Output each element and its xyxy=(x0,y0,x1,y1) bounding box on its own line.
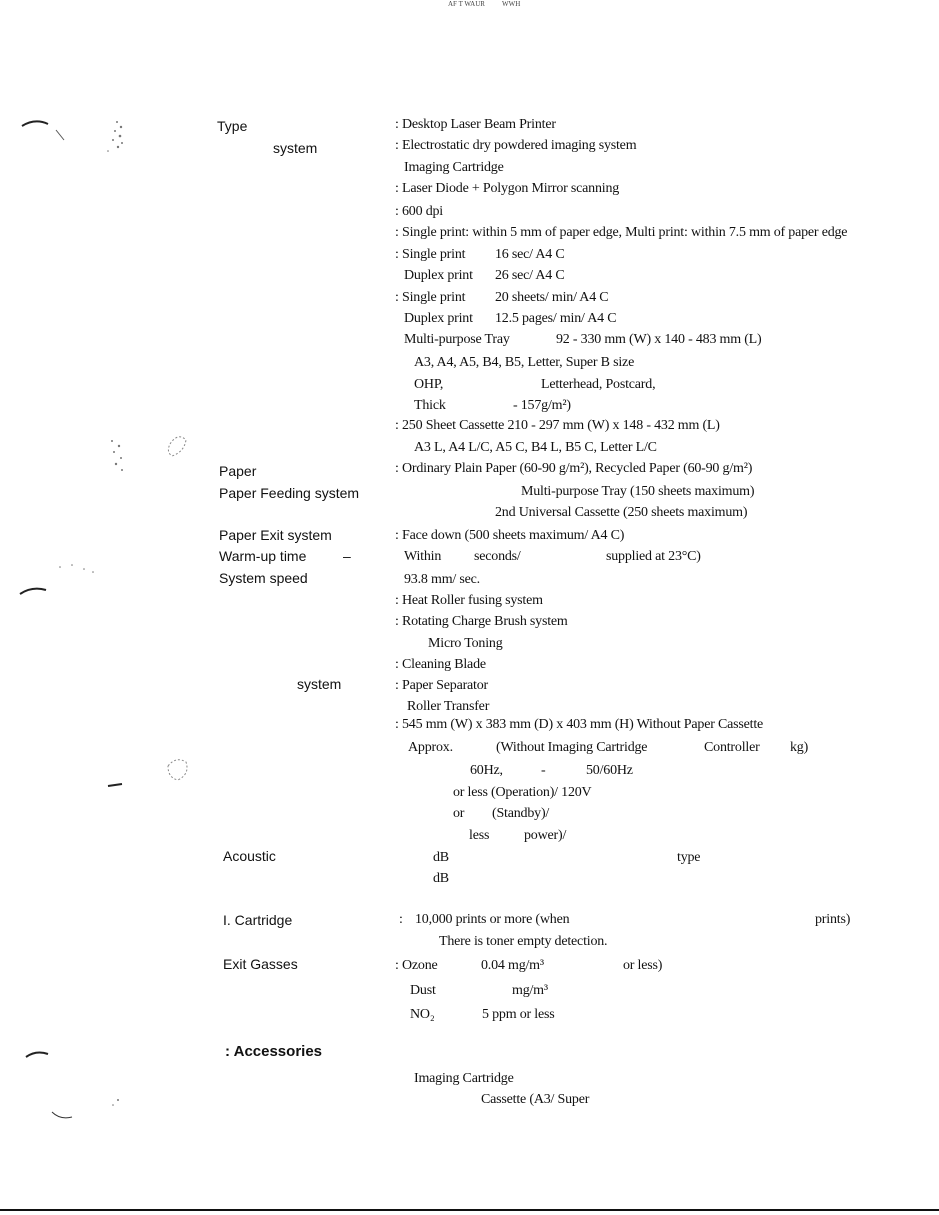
value-feeding-cassette: 2nd Universal Cassette (250 sheets maximum) xyxy=(495,505,748,520)
value-accessory-cassette: Cassette (A3/ Super xyxy=(481,1092,590,1107)
value-mp-tray-ohp: OHP, xyxy=(414,377,444,392)
value-mp-tray-thick-weight: - 157g/m²) xyxy=(513,398,571,413)
value-mp-tray-paper-sizes: A3, A4, A5, B4, B5, Letter, Super B size xyxy=(414,355,635,370)
value-charging: : Rotating Charge Brush system xyxy=(395,614,568,629)
value-warmup-supplied: supplied at 23°C) xyxy=(606,549,701,564)
label-warmup-dash: – xyxy=(343,548,351,564)
value-no2-label: NO₂ xyxy=(410,1007,435,1022)
label-system: system xyxy=(273,140,318,156)
label-acoustic: Acoustic xyxy=(223,848,276,864)
label-warmup-time: Warm-up time xyxy=(219,548,307,564)
value-fusing: : Heat Roller fusing system xyxy=(395,593,543,608)
value-weight-approx: Approx. xyxy=(408,740,453,755)
value-cartridge-life: 10,000 prints or more (when xyxy=(415,912,570,927)
value-acoustic-db-2: dB xyxy=(433,871,449,886)
label-imaging-cartridge: I. Cartridge xyxy=(223,912,293,928)
value-first-print-duplex-label: Duplex print xyxy=(404,268,473,283)
label-system-speed: System speed xyxy=(219,570,308,586)
value-power-5060hz: 50/60Hz xyxy=(586,763,633,778)
value-mp-tray-size: 92 - 330 mm (W) x 140 - 483 mm (L) xyxy=(556,332,762,347)
value-cassette-paper-sizes: A3 L, A4 L/C, A5 C, B4 L, B5 C, Letter L/C xyxy=(414,440,657,455)
value-paper-type: : Ordinary Plain Paper (60-90 g/m²), Recycled Paper (60-90 g/m²) xyxy=(395,461,753,476)
value-power-standby: (Standby)/ xyxy=(492,806,550,821)
value-type: : Desktop Laser Beam Printer xyxy=(395,117,556,132)
value-mp-tray-letterhead: Letterhead, Postcard, xyxy=(541,377,656,392)
value-cartridge-colon: : xyxy=(399,912,403,927)
value-speed-duplex-label: Duplex print xyxy=(404,311,473,326)
value-imaging-system: : Electrostatic dry powdered imaging system xyxy=(395,138,637,153)
value-power-dash: - xyxy=(541,763,546,778)
value-accessory-imaging-cartridge: Imaging Cartridge xyxy=(414,1071,514,1086)
value-separation: : Paper Separator xyxy=(395,678,489,693)
value-dust-label: Dust xyxy=(410,983,436,998)
label-accessories: : Accessories xyxy=(225,1043,323,1060)
value-acoustic-db-1: dB xyxy=(433,850,449,865)
value-cleaning: : Cleaning Blade xyxy=(395,657,486,672)
value-power-operation: or less (Operation)/ 120V xyxy=(453,785,592,800)
value-developing: Micro Toning xyxy=(428,636,503,651)
value-power-saving-less: less xyxy=(469,828,490,843)
value-toner-detection: There is toner empty detection. xyxy=(439,934,608,949)
label-type: Type xyxy=(217,118,248,134)
value-warmup-within: Within xyxy=(404,549,442,564)
value-cartridge-prints: prints) xyxy=(815,912,851,927)
value-ozone-or-less: or less) xyxy=(623,958,663,973)
label-exit-gasses: Exit Gasses xyxy=(223,956,298,972)
value-cassette-size: : 250 Sheet Cassette 210 - 297 mm (W) x 148 - 432 mm (L) xyxy=(395,418,720,433)
value-speed-single-label: : Single print xyxy=(395,290,466,305)
value-mp-tray-thick: Thick xyxy=(414,398,446,413)
value-first-print-single: 16 sec/ A4 C xyxy=(495,247,565,262)
value-weight-unit: kg) xyxy=(790,740,809,755)
value-imaging-cartridge: Imaging Cartridge xyxy=(404,160,504,175)
value-ozone: 0.04 mg/m³ xyxy=(481,958,544,973)
value-first-print-single-label: : Single print xyxy=(395,247,466,262)
value-dust: mg/m³ xyxy=(512,983,548,998)
value-feeding-mp-tray: Multi-purpose Tray (150 sheets maximum) xyxy=(521,484,755,499)
value-weight-controller: Controller xyxy=(704,740,760,755)
value-resolution: : 600 dpi xyxy=(395,204,443,219)
label-separation-system: system xyxy=(297,676,342,692)
scan-artifact-marks xyxy=(0,0,200,1120)
value-ozone-label: : Ozone xyxy=(395,958,438,973)
value-no2: 5 ppm or less xyxy=(482,1007,555,1022)
value-power-saving: power)/ xyxy=(524,828,567,843)
value-mp-tray-label: Multi-purpose Tray xyxy=(404,332,510,347)
value-first-print-duplex: 26 sec/ A4 C xyxy=(495,268,565,283)
value-power-standby-or: or xyxy=(453,806,465,821)
value-weight-note: (Without Imaging Cartridge xyxy=(496,740,648,755)
value-power-60hz: 60Hz, xyxy=(470,763,503,778)
value-acoustic-type: type xyxy=(677,850,701,865)
value-dimensions: : 545 mm (W) x 383 mm (D) x 403 mm (H) Without Paper Cassette xyxy=(395,717,764,732)
value-scanning: : Laser Diode + Polygon Mirror scanning xyxy=(395,181,620,196)
value-speed-duplex: 12.5 pages/ min/ A4 C xyxy=(495,311,617,326)
label-paper: Paper xyxy=(219,463,257,479)
bottom-rule xyxy=(0,1209,939,1211)
value-warmup-seconds: seconds/ xyxy=(474,549,521,564)
label-paper-exit-system: Paper Exit system xyxy=(219,527,332,543)
value-transfer: Roller Transfer xyxy=(407,699,490,714)
header-mark-left: AF T WAUR xyxy=(448,0,485,8)
label-paper-feeding-system: Paper Feeding system xyxy=(219,485,360,501)
value-paper-exit: : Face down (500 sheets maximum/ A4 C) xyxy=(395,528,625,543)
value-system-speed: 93.8 mm/ sec. xyxy=(404,572,480,587)
header-mark-right: WWH xyxy=(502,0,521,8)
value-speed-single: 20 sheets/ min/ A4 C xyxy=(495,290,609,305)
value-print-margin: : Single print: within 5 mm of paper edge, Multi print: within 7.5 mm of paper edge xyxy=(395,225,848,240)
